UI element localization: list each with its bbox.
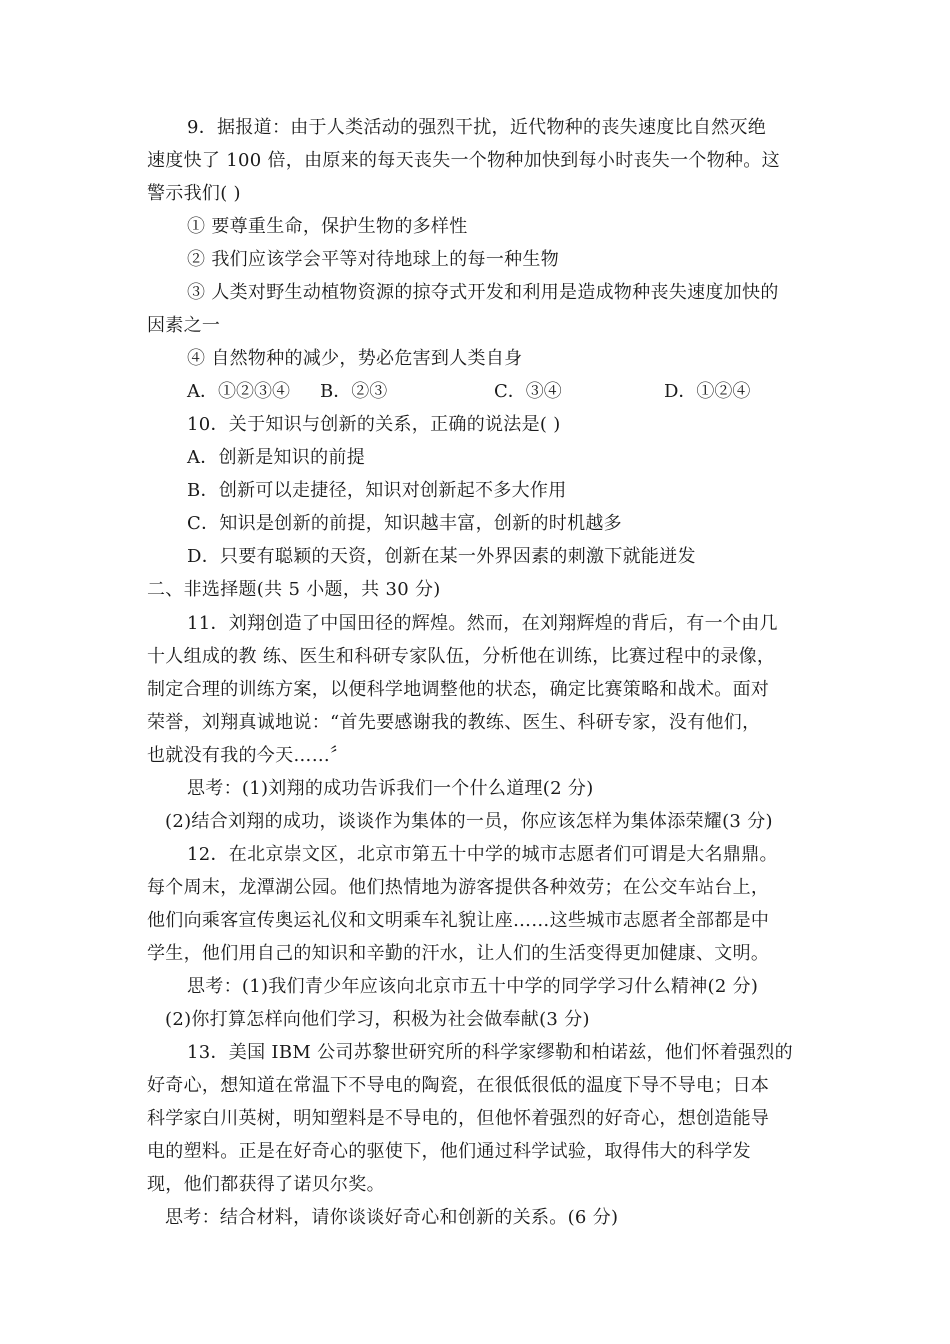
- q11-line-1: 11．刘翔创造了中国田径的辉煌。然而，在刘翔辉煌的背后，有一个由几: [187, 613, 778, 634]
- q13-line-2: 好奇心，想知道在常温下不导电的陶瓷，在很低很低的温度下导不导电；日本: [147, 1075, 770, 1096]
- q13-line-1: 13．美国 IBM 公司苏黎世研究所的科学家缪勒和柏诺兹，他们怀着强烈的: [187, 1042, 793, 1063]
- q9-option-b: B．②③: [320, 381, 388, 402]
- q11-line-4: 荣誉，刘翔真诚地说：“首先要感谢我的教练、医生、科研专家，没有他们，: [147, 712, 761, 733]
- q12-line-3: 他们向乘客宣传奥运礼仪和文明乘车礼貌让座……这些城市志愿者全部都是中: [147, 910, 770, 931]
- q9-item-4: ④ 自然物种的减少，势必危害到人类自身: [187, 348, 523, 369]
- q12-line-1: 12．在北京崇文区，北京市第五十中学的城市志愿者们可谓是大名鼎鼎。: [187, 844, 778, 865]
- q9-item-3-line-2: 因素之一: [147, 315, 221, 336]
- q12-think-1: 思考：(1)我们青少年应该向北京市五十中学的同学学习什么精神(2 分): [187, 976, 759, 997]
- q9-stem-line-3: 警示我们( ): [147, 183, 241, 204]
- q10-option-c: C．知识是创新的前提，知识越丰富，创新的时机越多: [187, 513, 622, 534]
- q10-option-b: B．创新可以走捷径，知识对创新起不多大作用: [187, 480, 567, 501]
- q9-stem-line-1: 9．据报道：由于人类活动的强烈干扰，近代物种的丧失速度比自然灭绝: [187, 117, 767, 138]
- q10-stem: 10．关于知识与创新的关系，正确的说法是( ): [187, 414, 561, 435]
- q9-item-3-line-1: ③ 人类对野生动植物资源的掠夺式开发和利用是造成物种丧失速度加快的: [187, 282, 779, 303]
- q12-line-2: 每个周末，龙潭湖公园。他们热情地为游客提供各种效劳；在公交车站台上，: [147, 877, 770, 898]
- q11-line-2: 十人组成的教 练、医生和科研专家队伍，分析他在训练，比赛过程中的录像，: [147, 646, 776, 667]
- q11-line-3: 制定合理的训练方案，以便科学地调整他的状态，确定比赛策略和战术。面对: [147, 679, 770, 700]
- q13-line-3: 科学家白川英树，明知塑料是不导电的，但他怀着强烈的好奇心，想创造能导: [147, 1108, 770, 1129]
- q13-think: 思考：结合材料，请你谈谈好奇心和创新的关系。(6 分): [165, 1207, 619, 1228]
- q9-option-c: C．③④: [494, 381, 562, 402]
- q11-line-5: 也就没有我的今天……〞: [147, 745, 349, 766]
- q9-item-1: ① 要尊重生命，保护生物的多样性: [187, 216, 468, 237]
- q13-line-4: 电的塑料。正是在好奇心的驱使下，他们通过科学试验，取得伟大的科学发: [147, 1141, 751, 1162]
- q9-option-d: D．①②④: [664, 381, 751, 402]
- q12-line-4: 学生，他们用自己的知识和辛勤的汗水，让人们的生活变得更加健康、文明。: [147, 943, 770, 964]
- q9-item-2: ② 我们应该学会平等对待地球上的每一种生物: [187, 249, 560, 270]
- q9-option-a: A．①②③④: [187, 381, 290, 402]
- q10-option-a: A．创新是知识的前提: [187, 447, 365, 468]
- q11-think-2: (2)结合刘翔的成功，谈谈作为集体的一员，你应该怎样为集体添荣耀(3 分): [165, 811, 773, 832]
- q12-think-2: (2)你打算怎样向他们学习，积极为社会做奉献(3 分): [165, 1009, 590, 1030]
- section-heading: 二、非选择题(共 5 小题，共 30 分): [147, 579, 441, 600]
- q13-line-5: 现，他们都获得了诺贝尔奖。: [147, 1174, 385, 1195]
- q11-think-1: 思考：(1)刘翔的成功告诉我们一个什么道理(2 分): [187, 778, 594, 799]
- q10-option-d: D．只要有聪颖的天资，创新在某一外界因素的刺激下就能迸发: [187, 546, 696, 567]
- q9-stem-line-2: 速度快了 100 倍，由原来的每天丧失一个物种加快到每小时丧失一个物种。这: [147, 150, 780, 171]
